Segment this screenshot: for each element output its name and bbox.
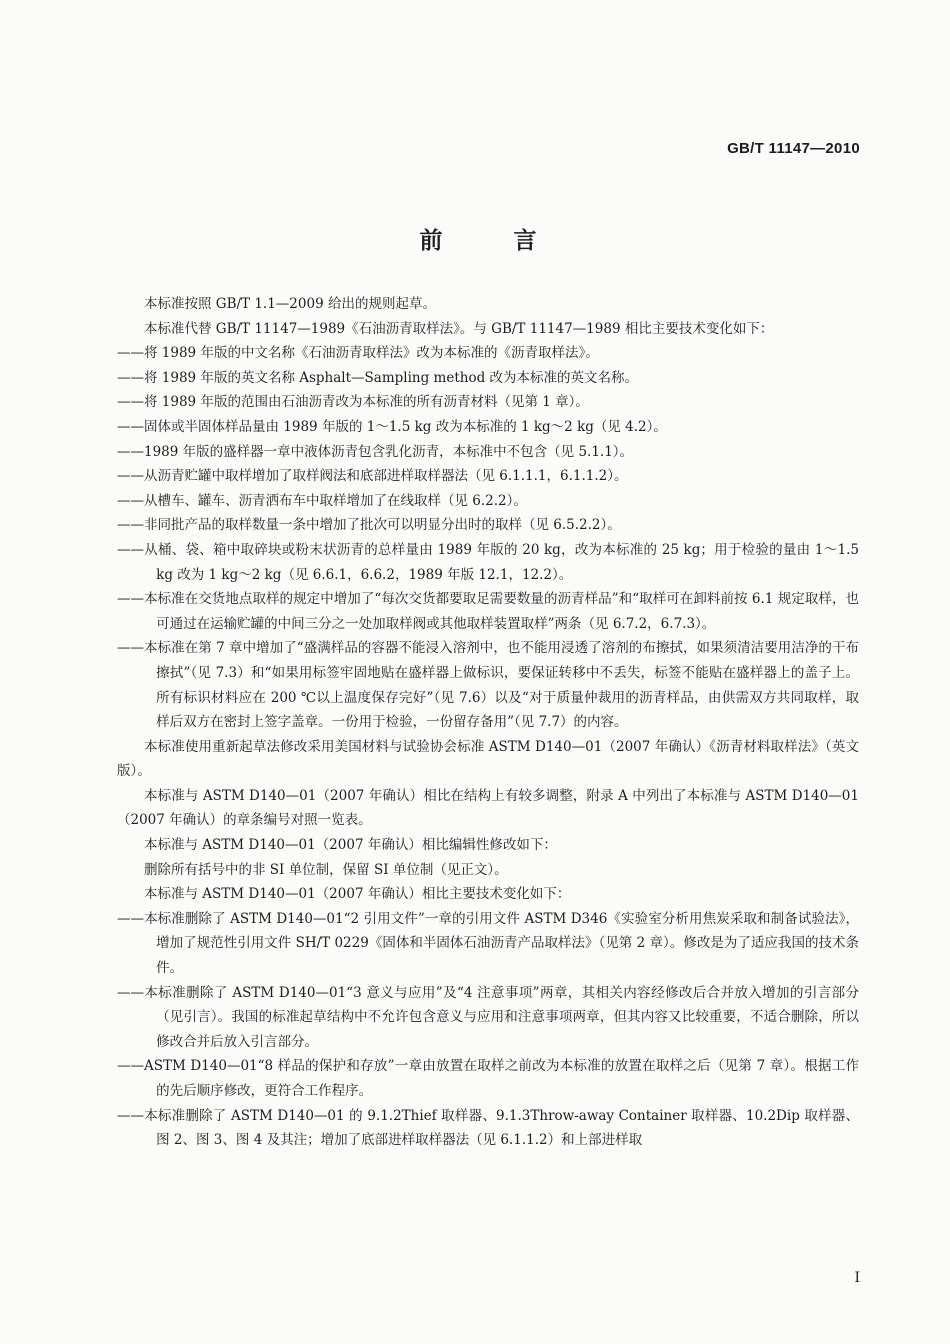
body-paragraph: 本标准与 ASTM D140—01（2007 年确认）相比编辑性修改如下：: [144, 837, 557, 854]
change-list-item: ——本标准删除了 ASTM D140—01 的 9.1.2Thief 取样器、9.1.3Throw-away Container 取样器、10.2Dip 取样器、图 2、图 3、图 4 及其注；增加了底部进样取样器法（见 6.1.1.2）和上部进样取: [117, 1107, 859, 1149]
document-body: [117, 292, 859, 1153]
change-list-item: ——从槽车、罐车、沥青洒布车中取样增加了在线取样（见 6.2.2）。: [117, 492, 527, 509]
change-list-item: ——将 1989 年版的范围由石油沥青改为本标准的所有沥青材料（见第 1 章）。: [117, 394, 589, 411]
change-list-item: ——从沥青贮罐中取样增加了取样阀法和底部进样取样器法（见 6.1.1.1，6.1.1.2）。: [117, 468, 628, 485]
page-title: 前 言: [419, 228, 561, 254]
change-list-item: ——将 1989 年版的英文名称 Asphalt—Sampling method 改为本标准的英文名称。: [117, 369, 639, 386]
change-list-item: ——固体或半固体样品量由 1989 年版的 1～1.5 kg 改为本标准的 1 kg～2 kg（见 4.2）。: [117, 418, 667, 435]
change-list-item: ——本标准删除了 ASTM D140—01“2 引用文件”一章的引用文件 ASTM D346《实验室分析用焦炭采取和制备试验法》，增加了规范性引用文件 SH/T 0229《固体和半固体石油沥青产品取样法》（见第 2 章）。修改是为了适应我国的技术条件。: [117, 910, 859, 977]
body-paragraph: 本标准按照 GB/T 1.1—2009 给出的规则起草。: [144, 296, 436, 312]
body-paragraph: 删除所有括号中的非 SI 单位制，保留 SI 单位制（见正文）。: [144, 861, 508, 878]
change-list-item: ——将 1989 年版的中文名称《石油沥青取样法》改为本标准的《沥青取样法》。: [117, 345, 599, 362]
change-list-item: ——1989 年版的盛样器一章中液体沥青包含乳化沥青，本标准中不包含（见 5.1.1）。: [117, 443, 634, 460]
change-list-item: ——本标准在交货地点取样的规定中增加了“每次交货都要取足需要数量的沥青样品”和“取样可在卸料前按 6.1 规定取样，也可通过在运输贮罐的中间三分之一处加取样阀或其他取样装置取样”两条（见 6.7.2，6.7.3）。: [117, 591, 859, 632]
body-paragraph: 本标准使用重新起草法修改采用美国材料与试验协会标准 ASTM D140—01（2007 年确认）《沥青材料取样法》（英文版）。: [117, 738, 859, 780]
change-list-item: ——从桶、袋、箱中取碎块或粉末状沥青的总样量由 1989 年版的 20 kg，改为本标准的 25 kg；用于检验的量由 1～1.5 kg 改为 1 kg～2 kg（见 6.6.1，6.6.2，1989 年版 12.1，12.2）。: [117, 541, 859, 583]
change-list-item: ——本标准在第 7 章中增加了“盛满样品的容器不能浸入溶剂中，也不能用浸透了溶剂的布擦拭，如果须清洁要用洁净的干布擦拭”（见 7.3）和“如果用标签牢固地贴在盛样器上做标识，要保证转移中不丢失，标签不能贴在盛样器上的盖子上。所有标识材料应在 200 ℃以上温度保存完好”（见 7.6）以及“对于质量仲裁用的沥青样品，由供需双方共同取样，取样后双方在密封上签字盖章。一份用于检验，一份留存备用”（见 7.7）的内容。: [117, 640, 859, 731]
page-number: I: [854, 1270, 860, 1286]
body-paragraph: 本标准与 ASTM D140—01（2007 年确认）相比在结构上有较多调整，附录 A 中列出了本标准与 ASTM D140—01（2007 年确认）的章条编号对照一览表。: [117, 787, 859, 829]
standard-number: GB/T 11147—2010: [727, 140, 860, 157]
change-list-item: ——非同批产品的取样数量一条中增加了批次可以明显分出时的取样（见 6.5.2.2）。: [117, 517, 621, 534]
change-list-item: ——ASTM D140—01“8 样品的保护和存放”一章由放置在取样之前改为本标准的放置在取样之后（见第 7 章）。根据工作的先后顺序修改，更符合工作程序。: [117, 1058, 859, 1099]
change-list-item: ——本标准删除了 ASTM D140—01“3 意义与应用”及“4 注意事项”两章，其相关内容经修改后合并放入增加的引言部分（见引言）。我国的标准起草结构中不允许包含意义与应用和注意事项两章，但其内容又比较重要，不适合删除，所以修改合并后放入引言部分。: [117, 984, 859, 1050]
body-paragraph: 本标准与 ASTM D140—01（2007 年确认）相比主要技术变化如下：: [144, 886, 571, 903]
body-paragraph: 本标准代替 GB/T 11147—1989《石油沥青取样法》。与 GB/T 11147—1989 相比主要技术变化如下：: [144, 320, 774, 337]
